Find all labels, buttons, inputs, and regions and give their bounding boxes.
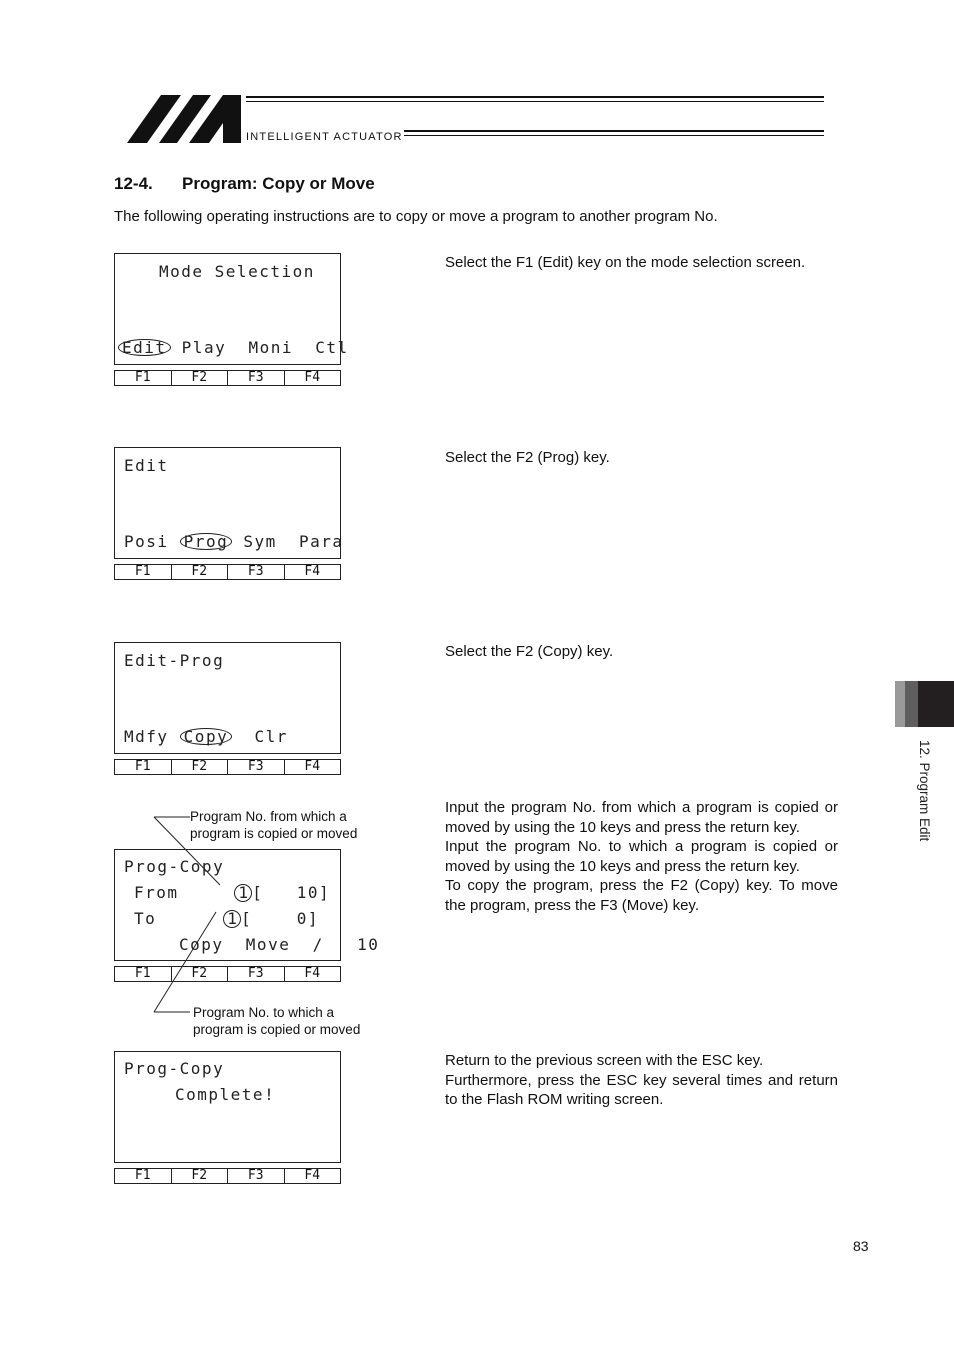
page-number: 83 — [853, 1238, 869, 1254]
section-number: 12-4. — [114, 174, 153, 193]
fkey-f1[interactable]: F1 — [115, 1169, 172, 1183]
from-value: [ 10] — [252, 883, 331, 902]
to-input-marker: 1 — [223, 910, 241, 928]
fkey-f3[interactable]: F3 — [228, 371, 285, 385]
intro-text: The following operating instructions are to copy or move a program to another program No. — [114, 208, 718, 225]
step4-description: Input the program No. from which a program is copied or moved by using the 10 keys and press the return key. Input the program No. to which a program is copied or moved by using the 10 keys and press the return key. To copy the program, press the F2 (Copy) key. To move the program, press the F3 (Move) key. — [445, 799, 838, 914]
fkey-f4[interactable]: F4 — [304, 564, 321, 579]
menu-posi: Posi — [124, 532, 169, 551]
from-input-marker: 1 — [234, 884, 252, 902]
fkey-f1[interactable]: F1 — [115, 565, 172, 579]
lcd-menu: Copy Move / 10 — [179, 935, 380, 954]
menu-mdfy: Mdfy — [124, 727, 169, 746]
fkey-f4[interactable]: F4 — [304, 1168, 321, 1183]
fkey-f3[interactable]: F3 — [228, 565, 285, 579]
to-label: To — [134, 909, 157, 928]
fkey-f1[interactable]: F1 — [115, 371, 172, 385]
menu-prog-circled: Prog — [180, 533, 233, 550]
lcd-screen — [114, 1051, 341, 1163]
menu-rest: Sym Para — [243, 532, 344, 551]
step1-description: Select the F1 (Edit) key on the mode selection screen. — [445, 254, 806, 271]
fkey-f3[interactable]: F3 — [228, 967, 285, 981]
to-value: [ 0] — [241, 909, 319, 928]
fkey-f2[interactable]: F2 — [172, 760, 229, 774]
callout-to: Program No. to which a program is copied or moved — [193, 1005, 361, 1037]
step5-description: Return to the previous screen with the ESC key. Furthermore, press the ESC key several times and return to the Flash ROM writing screen. — [445, 1052, 838, 1108]
menu-rest: Clr — [254, 727, 288, 746]
chapter-tab-mid — [905, 681, 918, 727]
from-label: From — [134, 883, 179, 902]
lcd-title: Mode Selection — [159, 262, 315, 281]
fkey-f4[interactable]: F4 — [304, 370, 321, 385]
logo-text: INTELLIGENT ACTUATOR — [246, 131, 403, 143]
section-title: Program: Copy or Move — [182, 174, 375, 193]
callout-from: Program No. from which a program is copied or moved — [190, 809, 358, 841]
chapter-tab-light — [895, 681, 905, 727]
function-keys — [114, 1168, 341, 1184]
step2-description: Select the F2 (Prog) key. — [445, 449, 610, 466]
menu-edit-circled: Edit — [118, 339, 171, 356]
chapter-side-label: 12. Program Edit — [917, 740, 932, 842]
fkey-f2[interactable]: F2 — [172, 967, 229, 981]
menu-copy-circled: Copy — [180, 728, 233, 745]
lcd-title: Edit — [124, 456, 169, 475]
lcd-message: Complete! — [175, 1085, 276, 1104]
fkey-f2[interactable]: F2 — [172, 371, 229, 385]
lcd-prog-copy-complete — [114, 1051, 341, 1184]
fkey-f3[interactable]: F3 — [228, 1169, 285, 1183]
lcd-title: Prog-Copy — [124, 857, 225, 876]
lcd-title: Prog-Copy — [124, 1059, 225, 1078]
fkey-f4[interactable]: F4 — [304, 966, 321, 981]
step3-description: Select the F2 (Copy) key. — [445, 643, 614, 660]
fkey-f2[interactable]: F2 — [172, 565, 229, 579]
fkey-f4[interactable]: F4 — [304, 759, 321, 774]
lcd-title: Edit-Prog — [124, 651, 225, 670]
fkey-f3[interactable]: F3 — [228, 760, 285, 774]
fkey-f1[interactable]: F1 — [115, 760, 172, 774]
fkey-f1[interactable]: F1 — [115, 967, 172, 981]
menu-rest: Play Moni Ctl — [181, 338, 349, 357]
chapter-tab-dark — [918, 681, 954, 727]
fkey-f2[interactable]: F2 — [172, 1169, 229, 1183]
